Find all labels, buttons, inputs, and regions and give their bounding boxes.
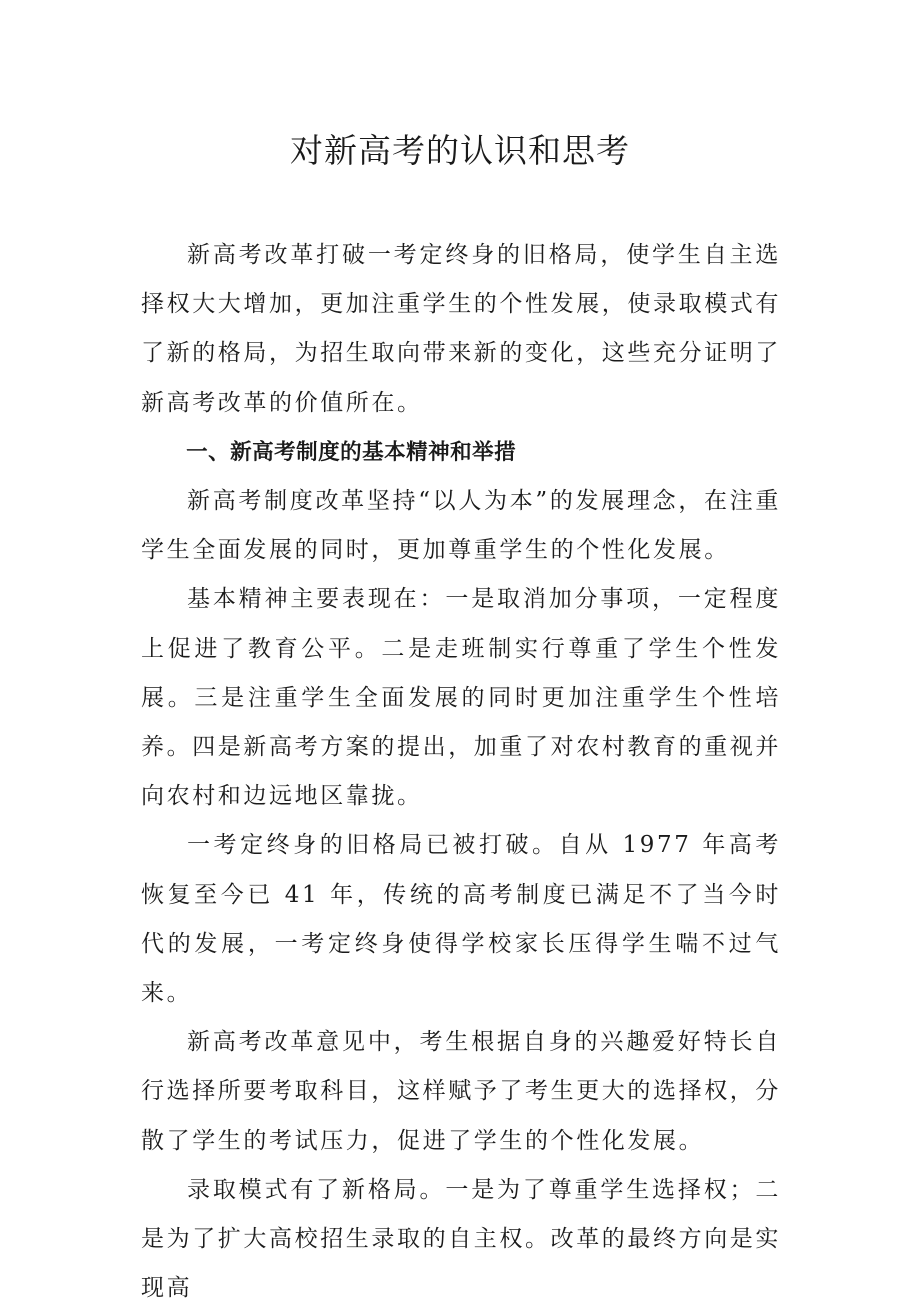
document-body <box>141 231 781 1313</box>
section-heading-1: 一、新高考制度的基本精神和举措 <box>186 439 517 465</box>
paragraph-people-oriented: 新高考制度改革坚持“以人为本”的发展理念，在注重学生全面发展的同时，更加尊重学生的个性化发展。 <box>141 488 781 564</box>
paragraph-subject-choice: 新高考改革意见中，考生根据自身的兴趣爱好特长自行选择所要考取科目，这样赋予了考生更大的选择权，分散了学生的考试压力，促进了学生的个性化发展。 <box>141 1029 781 1154</box>
paragraph-old-pattern: 一考定终身的旧格局已被打破。自从 1977 年高考恢复至今已 41 年，传统的高考制度已满足不了当今时代的发展，一考定终身使得学校家长压得学生喘不过气来。 <box>141 832 781 1007</box>
paragraph-intro: 新高考改革打破一考定终身的旧格局，使学生自主选择权大大增加，更加注重学生的个性发展，使录取模式有了新的格局，为招生取向带来新的变化，这些充分证明了新高考改革的价值所在。 <box>141 242 781 416</box>
paragraph-basic-spirit: 基本精神主要表现在：一是取消加分事项，一定程度上促进了教育公平。二是走班制实行尊重了学生个性发展。三是注重学生全面发展的同时更加注重学生个性培养。四是新高考方案的提出，加重了对农村教育的重视并向农村和边远地区靠拢。 <box>141 586 781 810</box>
paragraph-admission-mode: 录取模式有了新格局。一是为了尊重学生选择权；二是为了扩大高校招生录取的自主权。改革的最终方向是实现高 <box>141 1176 781 1302</box>
document-title: 对新高考的认识和思考 <box>290 131 630 170</box>
